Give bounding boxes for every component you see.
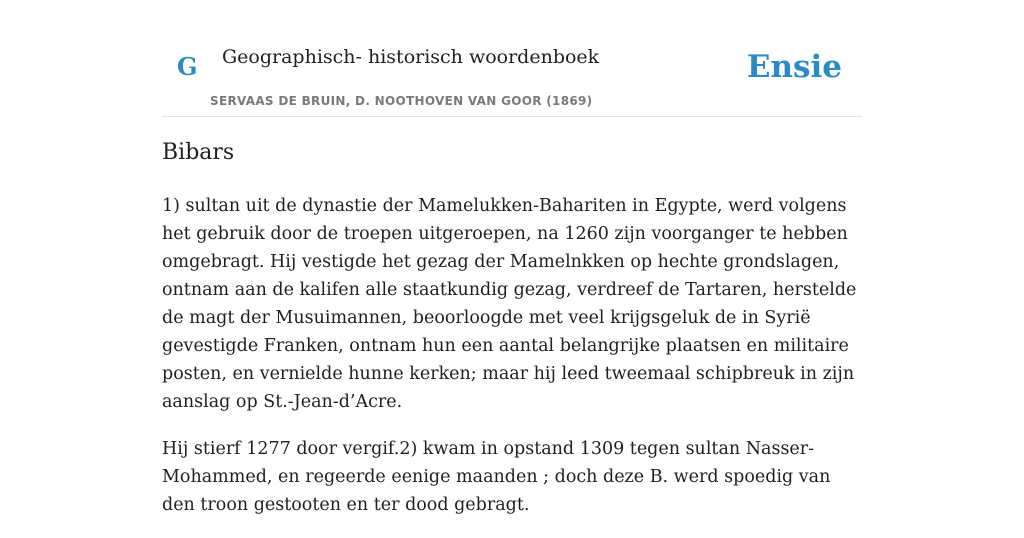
entry-paragraph: Hij stierf 1277 door vergif.2) kwam in opstand 1309 tegen sultan Nasser-Mohammed, en regeerde eenige maanden ; doch deze B. werd spoedig van den troon gestooten en ter dood gebragt. xyxy=(162,439,831,515)
entry-body xyxy=(162,192,862,538)
book-title-link[interactable]: Geographisch- historisch woordenboek xyxy=(222,46,600,68)
entry-paragraph: 1) sultan uit de dynastie der Mamelukken-Bahariten in Egypte, werd volgens het gebruik door de troepen uitgeroepen, na 1260 zijn voorganger te hebben omgebragt. Hij vestigde het gezag der Mamelnkken op hechte grondslagen, ontnam aan de kalifen alle staatkundig gezag, verdreef de Tartaren, herstelde de magt der Musuimannen, beoorloogde met veel krijgsgeluk de in Syrië gevestigde Franken, ontnam hun een aantal belangrijke plaatsen en militaire posten, en vernielde hunne kerken; maar hij leed tweemaal schipbreuk in zijn aanslag op St.-Jean-d’Acre. xyxy=(162,196,857,412)
page xyxy=(162,0,862,515)
book-header xyxy=(162,0,862,117)
ensie-logo-link[interactable]: Ensie xyxy=(746,49,842,85)
book-letter-icon[interactable]: G xyxy=(177,52,198,81)
book-author: SERVAAS DE BRUIN, D. NOOTHOVEN VAN GOOR (1869) xyxy=(210,94,593,108)
entry-title: Bibars xyxy=(162,140,235,165)
